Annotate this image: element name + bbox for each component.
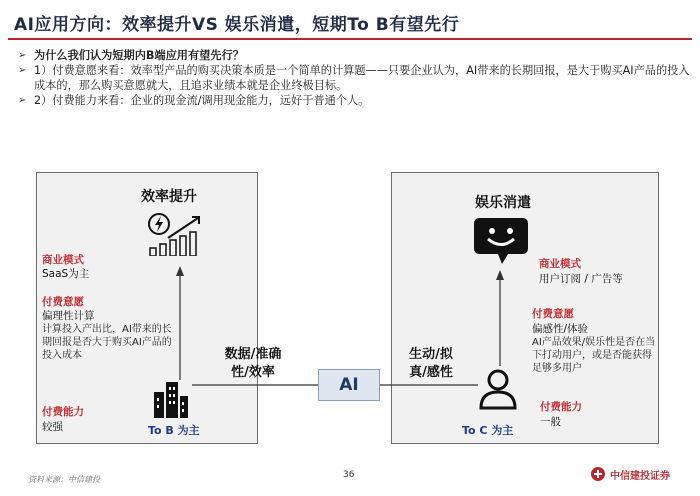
brand-logo-icon (590, 466, 606, 482)
bullet-question-text: 为什么我们认为短期内B端应用有望先行？ (34, 49, 244, 62)
right-connector-line2: 真/感性 (409, 365, 453, 380)
right-connector-line1: 生动/拟 (409, 347, 453, 362)
left-model-label: 商业模式 (42, 254, 84, 266)
right-ability-value: 一般 (540, 416, 561, 428)
page-number: 36 (343, 470, 355, 480)
right-model-value: 用户订阅 / 广告等 (539, 273, 623, 285)
left-model-value: SaaS为主 (42, 268, 90, 280)
brand-logo (590, 466, 670, 482)
right-model-label: 商业模式 (539, 258, 581, 270)
left-ability-label: 付费能力 (42, 406, 84, 418)
right-will-desc: AI产品效果/娱乐性是否在当下打动用户，或是否能获得足够多用户 (532, 337, 656, 374)
source-note: 资料来源：中信建投 (28, 475, 100, 484)
bullet-point-2-text: 2）付费能力来看：企业的现金流/调用现金能力，远好于普通个人。 (34, 94, 370, 107)
entertainment-title: 娱乐消遣 (475, 195, 531, 211)
efficiency-title: 效率提升 (141, 189, 197, 205)
right-ability-label: 付费能力 (540, 401, 582, 413)
left-will-label: 付费意愿 (42, 296, 84, 308)
arrow-bullet-icon: ➢ (18, 65, 27, 76)
left-will-desc: 计算投入产出比，AI带来的长期回报是否大于购买AI产品的投入成本 (42, 324, 172, 361)
right-will-value: 偏感性/体验 (532, 323, 589, 335)
to-b-label: To B 为主 (148, 424, 200, 437)
ai-center-box (318, 369, 380, 401)
arrow-bullet-icon: ➢ (18, 50, 27, 61)
left-ability-value: 较强 (42, 421, 63, 433)
left-connector-text (208, 346, 298, 382)
page-title: AI应用方向：效率提升VS 娱乐消遣，短期To B有望先行 (14, 15, 460, 35)
to-c-label: To C 为主 (462, 424, 514, 437)
right-connector-text (388, 346, 474, 382)
right-will-label: 付费意愿 (532, 308, 574, 320)
left-will-value: 偏理性计算 (42, 310, 95, 322)
brand-logo-text: 中信建投证券 (610, 470, 670, 482)
bullet-point-1-text: 1）付费意愿来看：效率型产品的购买决策本质是一个简单的计算题——只要企业认为，AI带来的长期回报，是大于购买AI产品的投入成本的，那么购买意愿就大，且追求业绩本就是企业终极目标。 (34, 64, 690, 92)
left-connector-line1: 数据/准确 (224, 347, 282, 362)
arrow-bullet-icon: ➢ (18, 95, 27, 106)
ai-center-label: AI (339, 375, 359, 395)
left-connector-line2: 性/效率 (231, 365, 275, 380)
